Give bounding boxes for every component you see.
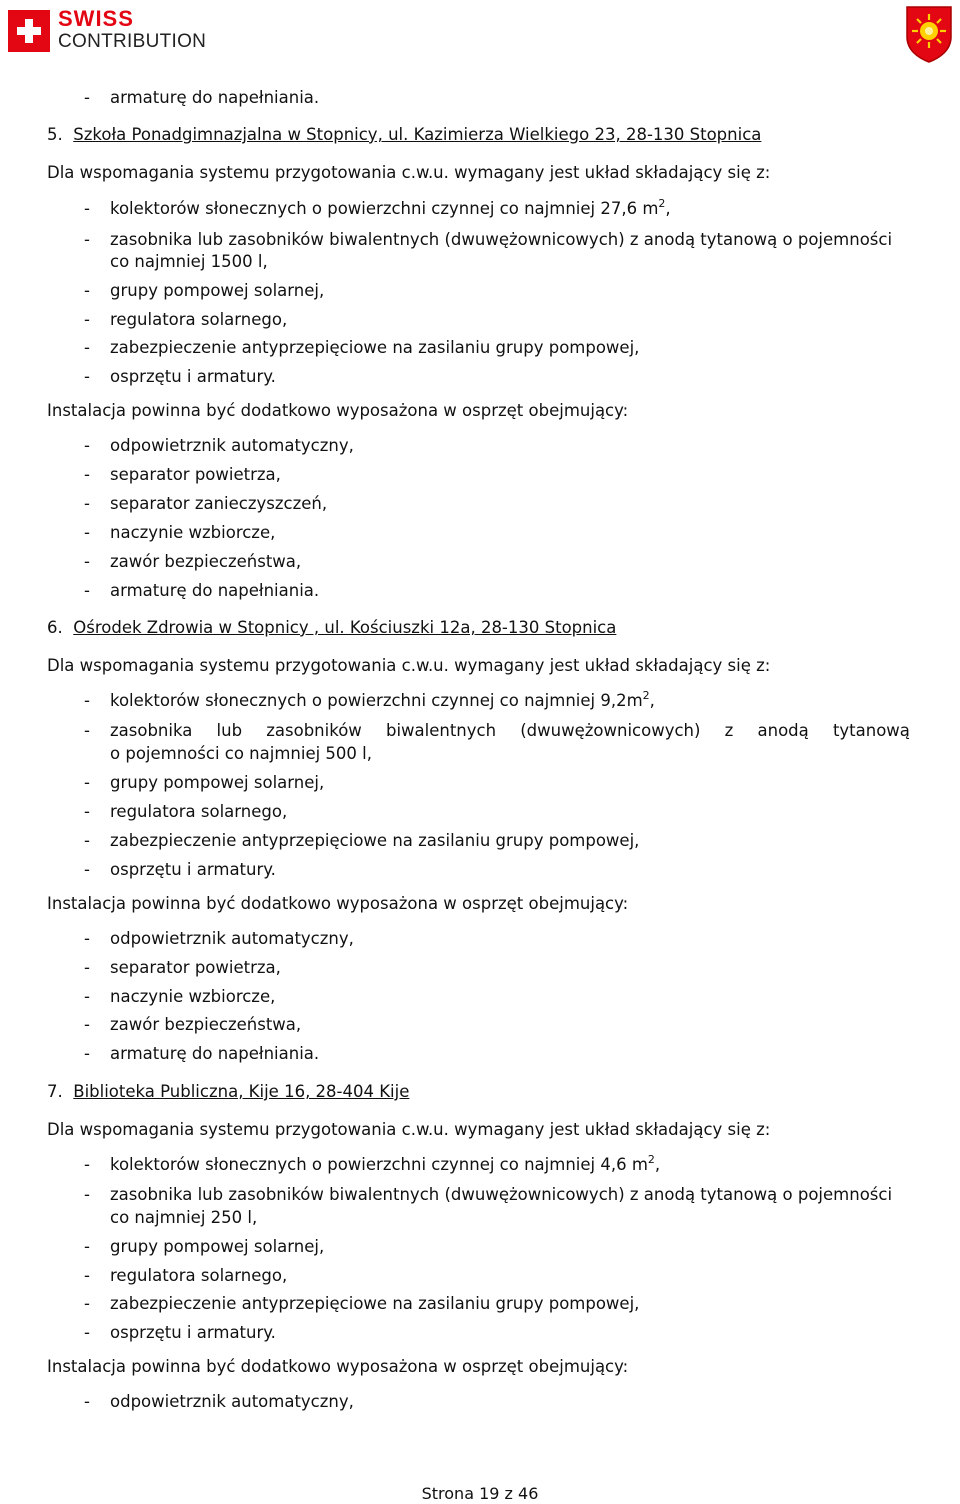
section-7-extra-intro: Instalacja powinna być dodatkowo wyposażona w osprzęt obejmujący: xyxy=(47,1357,629,1376)
list-item: - regulatora solarnego, xyxy=(84,1266,288,1285)
list-item: - zawór bezpieczeństwa, xyxy=(84,552,302,571)
list-item: - armaturę do napełniania. xyxy=(84,88,320,107)
list-item: - armaturę do napełniania. xyxy=(84,581,320,600)
list-item: - odpowietrznik automatyczny, xyxy=(84,929,354,948)
list-item: - osprzętu i armatury. xyxy=(84,860,276,879)
list-item: - zabezpieczenie antyprzepięciowe na zasilaniu grupy pompowej, xyxy=(84,1294,640,1313)
list-item: - odpowietrznik automatyczny, xyxy=(84,436,354,455)
list-item: - osprzętu i armatury. xyxy=(84,1323,276,1342)
list-item: - odpowietrznik automatyczny, xyxy=(84,1392,354,1411)
municipal-crest-icon xyxy=(904,4,954,64)
list-item-continuation: co najmniej 1500 l, xyxy=(110,252,268,271)
list-item: - zasobnika lub zasobników biwalentnych (dwuwężownicowych) z anodą tytanową xyxy=(84,721,910,740)
list-item-continuation: o pojemności co najmniej 500 l, xyxy=(110,744,372,763)
section-6-extra-intro: Instalacja powinna być dodatkowo wyposażona w osprzęt obejmujący: xyxy=(47,894,629,913)
section-7-heading: 7. Biblioteka Publiczna, Kije 16, 28-404 Kije xyxy=(47,1082,410,1101)
list-item: - regulatora solarnego, xyxy=(84,802,288,821)
list-item: - kolektorów słonecznych o powierzchni czynnej co najmniej $9,2m^2$, xyxy=(84,688,655,710)
section-7-title: Biblioteka Publiczna, Kije 16, 28-404 Kije xyxy=(73,1082,410,1101)
list-item: - zabezpieczenie antyprzepięciowe na zasilaniu grupy pompowej, xyxy=(84,831,640,850)
list-item: - naczynie wzbiorcze, xyxy=(84,523,276,542)
swiss-cross-icon xyxy=(8,10,50,52)
list-item: - separator powietrza, xyxy=(84,465,281,484)
swiss-contribution-logo xyxy=(8,6,223,56)
list-item: - grupy pompowej solarnej, xyxy=(84,281,325,300)
logo-line1: SWISS xyxy=(58,6,134,31)
list-item: - zasobnika lub zasobników biwalentnych (dwuwężownicowych) z anodą tytanową o pojemności xyxy=(84,1185,893,1204)
list-item: - zasobnika lub zasobników biwalentnych (dwuwężownicowych) z anodą tytanową o pojemności xyxy=(84,230,893,249)
list-item: - separator powietrza, xyxy=(84,958,281,977)
section-5-heading: 5. Szkoła Ponadgimnazjalna w Stopnicy, ul. Kazimierza Wielkiego 23, 28-130 Stopnica xyxy=(47,125,762,144)
list-item: - zawór bezpieczeństwa, xyxy=(84,1015,302,1034)
logo-line2: CONTRIBUTION xyxy=(58,31,207,52)
list-item: - kolektorów słonecznych o powierzchni czynnej co najmniej 4,6 $m^2$, xyxy=(84,1152,661,1174)
list-item-continuation: co najmniej 250 l, xyxy=(110,1208,258,1227)
list-item: - zabezpieczenie antyprzepięciowe na zasilaniu grupy pompowej, xyxy=(84,338,640,357)
page-number: Strona 19 z 46 xyxy=(421,1484,539,1503)
section-6-title: Ośrodek Zdrowia w Stopnicy , ul. Kościuszki 12a, 28-130 Stopnica xyxy=(73,618,617,637)
section-6-intro: Dla wspomagania systemu przygotowania c.w.u. wymagany jest układ składający się z: xyxy=(47,656,771,675)
list-item: - separator zanieczyszczeń, xyxy=(84,494,328,513)
list-item: - grupy pompowej solarnej, xyxy=(84,1237,325,1256)
list-item: - regulatora solarnego, xyxy=(84,310,288,329)
section-5-extra-intro: Instalacja powinna być dodatkowo wyposażona w osprzęt obejmujący: xyxy=(47,401,629,420)
section-6-heading: 6. Ośrodek Zdrowia w Stopnicy , ul. Kościuszki 12a, 28-130 Stopnica xyxy=(47,618,617,637)
section-5-title: Szkoła Ponadgimnazjalna w Stopnicy, ul. Kazimierza Wielkiego 23, 28-130 Stopnica xyxy=(73,125,762,144)
list-item: - naczynie wzbiorcze, xyxy=(84,987,276,1006)
list-item: - kolektorów słonecznych o powierzchni czynnej co najmniej 27,6 $m^2$, xyxy=(84,196,671,218)
list-item: - grupy pompowej solarnej, xyxy=(84,773,325,792)
list-item: - osprzętu i armatury. xyxy=(84,367,276,386)
list-item: - armaturę do napełniania. xyxy=(84,1044,320,1063)
section-5-intro: Dla wspomagania systemu przygotowania c.w.u. wymagany jest układ składający się z: xyxy=(47,163,771,182)
section-7-intro: Dla wspomagania systemu przygotowania c.w.u. wymagany jest układ składający się z: xyxy=(47,1120,771,1139)
